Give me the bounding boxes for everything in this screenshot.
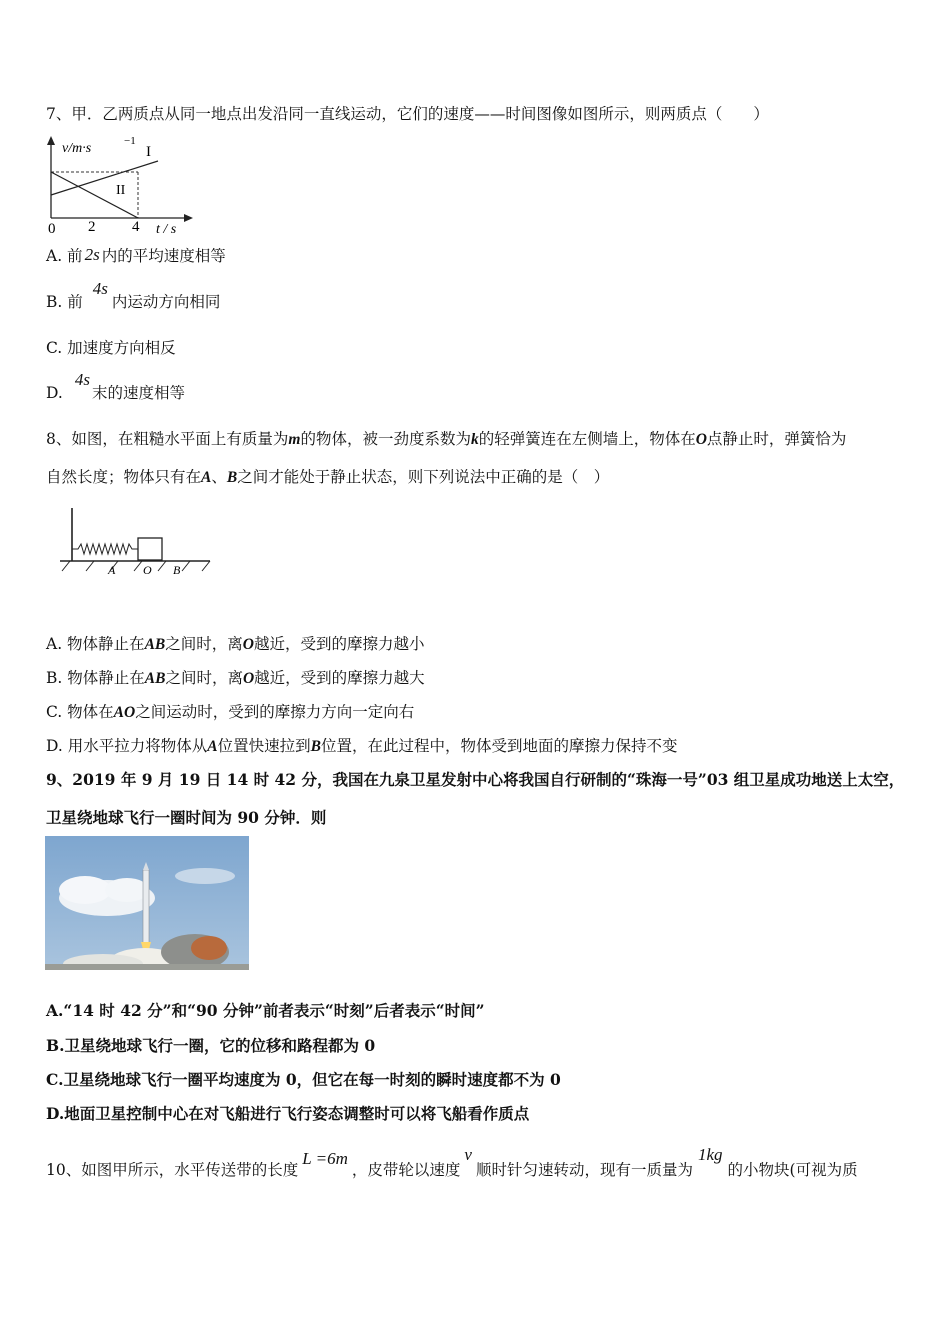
option-var: AO <box>113 704 136 721</box>
q8-text: 自然长度；物体只有在 <box>46 468 202 486</box>
q7-vt-graph <box>42 132 202 238</box>
q9-stem-line1: 9、2019 年 9 月 19 日 14 时 42 分，我国在九泉卫星发射中心将我国自行研制的“珠海一号”03 组卫星成功地送上太空， <box>46 770 905 789</box>
q8-text: 的轻弹簧连在左侧墙上，物体在 <box>478 430 696 448</box>
q10-text: 顺时针匀速转动，现有一质量为 <box>475 1161 693 1179</box>
option-var: O <box>242 670 255 687</box>
q10-stem <box>46 1145 858 1180</box>
q8-stem-line1 <box>46 427 846 449</box>
label-o: O <box>143 563 152 577</box>
q9-option-c: C.卫星绕地球飞行一圈平均速度为 0，但它在每一时刻的瞬时速度都不为 0 <box>46 1070 561 1089</box>
q9-option-d: D.地面卫星控制中心在对飞船进行飞行姿态调整时可以将飞船看作质点 <box>46 1104 530 1123</box>
q9-stem-line2: 卫星绕地球飞行一圈时间为 90 分钟．则 <box>46 808 327 827</box>
option-text: C. 物体在 <box>46 703 114 721</box>
x-axis-label: t / s <box>156 222 177 237</box>
q10-math-length: L =6m <box>302 1149 348 1168</box>
line-I-label: I <box>146 144 151 160</box>
option-a-prefix: A. 前 <box>46 247 83 265</box>
line-II-label: II <box>116 183 126 198</box>
q7-stem: 7、甲．乙两质点从同一地点出发沿同一直线运动，它们的速度——时间图像如图所示，则两质点（ ） <box>46 105 769 123</box>
x-axis-arrow <box>184 214 193 222</box>
line-I <box>51 161 158 195</box>
option-a-text: 内的平均速度相等 <box>101 247 226 265</box>
q8-var-o: O <box>695 431 707 448</box>
option-var: B <box>310 738 321 755</box>
y-axis-label-exp: −1 <box>124 135 136 147</box>
q8-var-a: A <box>201 469 212 486</box>
option-var: A <box>207 738 218 755</box>
option-text: D. 用水平拉力将物体从 <box>46 737 208 755</box>
option-a-math: 2s <box>84 245 100 264</box>
q8-option-d <box>46 734 677 756</box>
q8-text: 的物体，被一劲度系数为 <box>300 430 471 448</box>
option-d-prefix: D. <box>46 384 63 402</box>
option-var: AB <box>144 670 166 687</box>
q10-math-mass: 1kg <box>697 1145 723 1164</box>
q8-var-k: k <box>470 431 479 448</box>
q9-option-b: B.卫星绕地球飞行一圈，它的位移和路程都为 0 <box>46 1036 376 1055</box>
q8-option-c <box>46 700 414 722</box>
q10-text: 10、如图甲所示，水平传送带的长度 <box>46 1161 299 1179</box>
q8-text: 点静止时，弹簧恰为 <box>706 430 847 448</box>
q7-option-b <box>46 279 221 312</box>
tick-4: 4 <box>132 219 140 235</box>
q7-option-d <box>46 370 185 403</box>
option-d-math: 4s <box>74 370 90 389</box>
q8-text: 、 <box>211 468 227 486</box>
option-b-prefix: B. 前 <box>46 293 83 311</box>
option-var: O <box>242 636 254 653</box>
option-text: 越近，受到的摩擦力越大 <box>254 669 425 687</box>
q8-stem-line2 <box>46 465 609 487</box>
option-text: A. 物体静止在 <box>46 635 145 653</box>
option-text: 之间运动时，受到的摩擦力方向一定向右 <box>135 703 415 721</box>
q8-spring-figure <box>52 504 216 580</box>
q10-text: 的小物块(可视为质 <box>727 1161 858 1179</box>
q8-var-b: B <box>226 469 238 486</box>
q9-option-a: A.“14 时 42 分”和“90 分钟”前者表示“时刻”后者表示“时间” <box>46 1001 485 1020</box>
label-b: B <box>173 563 181 577</box>
option-b-math: 4s <box>92 279 108 298</box>
q7-option-c: C. 加速度方向相反 <box>46 339 176 357</box>
q8-option-a <box>46 632 424 654</box>
option-text: 之间时，离 <box>165 669 243 687</box>
option-text: B. 物体静止在 <box>46 669 145 687</box>
label-a: A <box>108 563 116 577</box>
block <box>138 538 162 560</box>
tick-2: 2 <box>88 219 96 235</box>
option-d-text: 末的速度相等 <box>91 384 185 402</box>
option-text: 位置，在此过程中，物体受到地面的摩擦力保持不变 <box>320 737 678 755</box>
q8-text: 8、如图，在粗糙水平面上有质量为 <box>46 430 289 448</box>
q8-var-m: m <box>288 431 301 448</box>
rocket-launch-photo <box>45 836 249 970</box>
q8-text: 之间才能处于静止状态，则下列说法中正确的是（ ） <box>237 468 610 486</box>
q8-option-b <box>46 666 425 688</box>
spring <box>72 544 138 554</box>
tick-0: 0 <box>48 221 56 237</box>
option-text: 越近，受到的摩擦力越小 <box>253 635 425 653</box>
option-text: 位置快速拉到 <box>217 737 311 755</box>
ground-hatching <box>62 561 210 571</box>
y-axis-label: v/m·s <box>62 141 92 156</box>
option-b-text: 内运动方向相同 <box>111 293 221 311</box>
option-var: AB <box>144 636 166 653</box>
q10-math-velocity: v <box>464 1145 472 1164</box>
q7-option-a <box>46 244 226 266</box>
q10-text: ，皮带轮以速度 <box>351 1161 461 1179</box>
option-text: 之间时，离 <box>165 635 243 653</box>
y-axis-arrow <box>47 136 55 145</box>
